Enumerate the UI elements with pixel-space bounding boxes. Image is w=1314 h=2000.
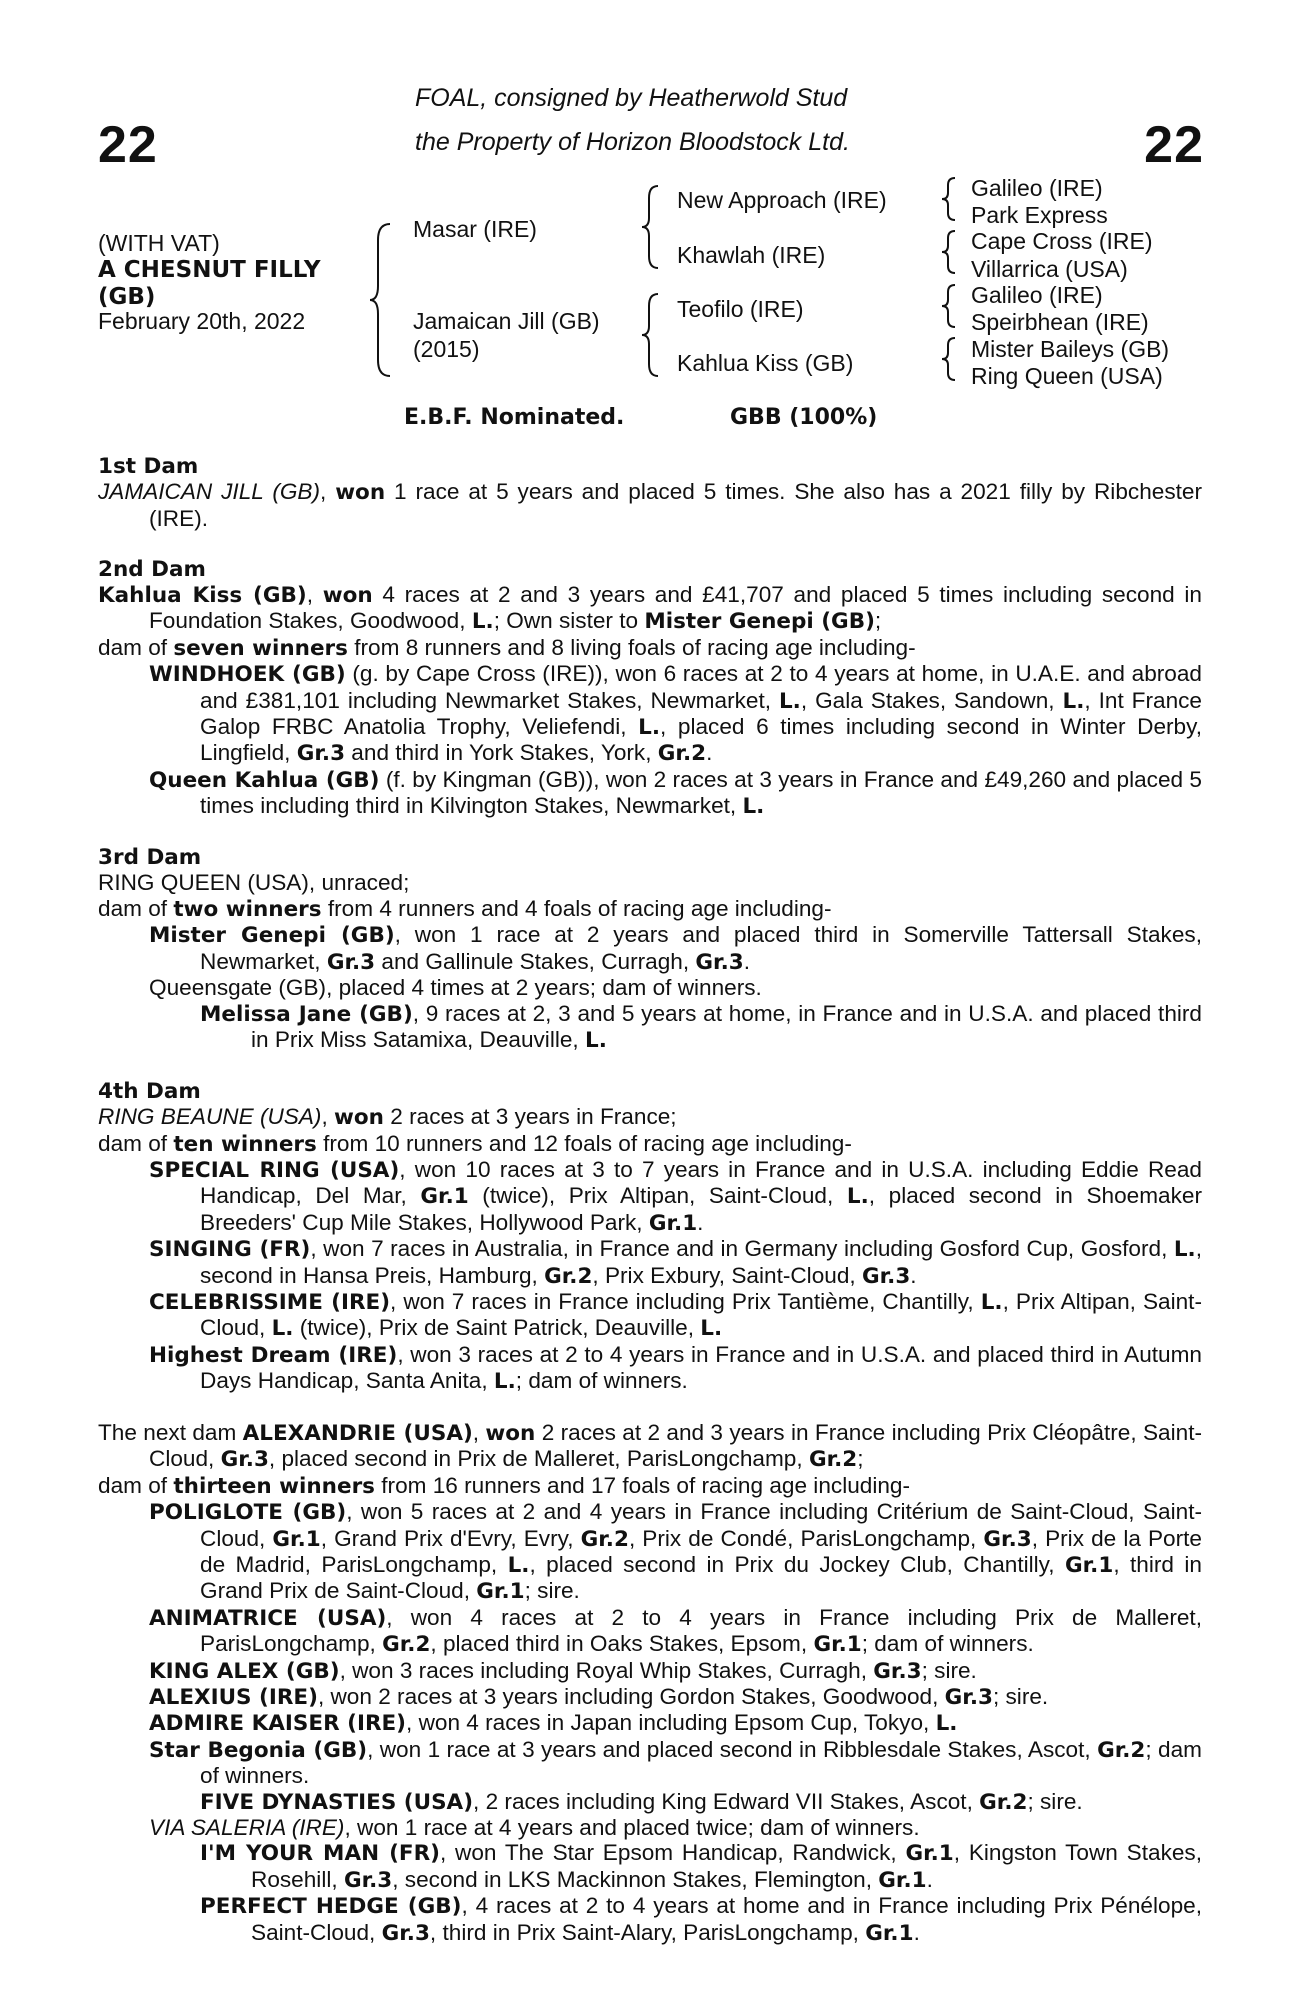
progeny-name: SPECIAL RING (USA) bbox=[149, 1157, 400, 1183]
next-dam-won: won bbox=[485, 1420, 536, 1446]
property-line: the Property of Horizon Bloodstock Ltd. bbox=[415, 128, 850, 156]
next-dam-text: ; bbox=[857, 1446, 864, 1472]
progeny-name: ANIMATRICE (USA) bbox=[149, 1605, 387, 1631]
dam-of-winners: seven winners bbox=[173, 635, 348, 661]
grade-label: Gr.3 bbox=[326, 949, 376, 975]
progeny-text: , Prix de Condé, ParisLongchamp, bbox=[628, 1525, 984, 1551]
progeny-text: (f. by Kingman (GB)), won 2 races at 3 years in France and £49,260 and placed 5 times including third in Kilvington Stakes, Newmarket, bbox=[200, 766, 1202, 819]
progeny-name: ALEXIUS (IRE) bbox=[149, 1685, 318, 1711]
grade-label: Gr.3 bbox=[220, 1447, 269, 1473]
grade-label: L. bbox=[778, 688, 801, 714]
progeny-text: , won 5 races at 2 and 4 years in France including Critérium de Saint-Cloud, Saint-Cloud, bbox=[200, 1499, 1202, 1551]
progeny-text: , Gala Stakes, Sandown, bbox=[800, 687, 1063, 713]
grade-label: Gr.2 bbox=[808, 1447, 858, 1473]
brace-g2 bbox=[940, 229, 960, 275]
dam2-won: won bbox=[322, 583, 373, 609]
progeny-text: ; dam of winners. bbox=[200, 1736, 1202, 1789]
dam3-line: RING QUEEN (USA), unraced; bbox=[98, 870, 410, 896]
dam-of-rest: from 10 runners and 12 foals of racing age including- bbox=[316, 1130, 852, 1156]
grade-label: Gr.2 bbox=[382, 1632, 431, 1658]
progeny-text: , won The Star Epsom Handicap, Randwick, bbox=[439, 1840, 906, 1866]
grade-label: Gr.3 bbox=[343, 1867, 393, 1893]
dam4-heading: 4th Dam bbox=[98, 1078, 201, 1104]
progeny-text: ; dam of winners. bbox=[515, 1368, 688, 1394]
progeny-text: , won 1 race at 2 years and placed third in Somerville Tattersall Stakes, Newmarket, bbox=[200, 922, 1202, 974]
progeny-text: , 4 races at 2 to 4 years at home and in France including Prix Pénélope, Saint-Cloud, bbox=[251, 1893, 1202, 1945]
grade-label: L. bbox=[980, 1289, 1003, 1315]
ebf-nominated: E.B.F. Nominated. bbox=[404, 405, 625, 430]
progeny-text: , won 2 races at 3 years including Gordon Stakes, Goodwood, bbox=[317, 1684, 945, 1710]
dam3-dam-of bbox=[98, 896, 1202, 922]
brace-g3 bbox=[940, 283, 960, 329]
progeny-text: , won 7 races in France including Prix Tantième, Chantilly, bbox=[390, 1288, 981, 1314]
grade-label: L. bbox=[471, 609, 494, 635]
next-dam-intro: The next dam bbox=[98, 1419, 243, 1445]
progeny-text: and third in York Stakes, York, bbox=[345, 740, 658, 766]
gen3-2: Park Express bbox=[971, 202, 1108, 228]
next-progeny-9 bbox=[98, 1840, 1202, 1893]
progeny-text: , Prix Altipan, Saint-Cloud, bbox=[200, 1288, 1202, 1341]
progeny-text: , third in Prix Saint-Alary, ParisLongchamp, bbox=[429, 1919, 866, 1945]
consignor-line: FOAL, consigned by Heatherwold Stud bbox=[415, 84, 848, 112]
progeny-text: , second in LKS Mackinnon Stakes, Flemington, bbox=[392, 1866, 879, 1892]
next-dam-name: ALEXANDRIE (USA) bbox=[242, 1420, 473, 1446]
progeny-name: ADMIRE KAISER (IRE) bbox=[149, 1711, 407, 1737]
next-dam-line: The next dam ALEXANDRIE (USA), won 2 races at 2 and 3 years in France including Prix Cléopâtre, Saint-Cloud, Gr.3, placed second in Prix de Malleret, ParisLongchamp, Gr.2; bbox=[98, 1419, 1202, 1473]
progeny-text: . bbox=[706, 740, 713, 766]
grade-label: L. bbox=[700, 1316, 723, 1342]
progeny-text: , won 3 races at 2 to 4 years in France and in U.S.A. and placed third in Autumn Days Handicap, Santa Anita, bbox=[200, 1341, 1202, 1394]
dam2-progeny-1 bbox=[98, 661, 1202, 767]
grade-label: L. bbox=[1173, 1237, 1196, 1263]
progeny-text: , won 3 races including Royal Whip Stakes, Curragh, bbox=[339, 1657, 874, 1683]
progeny-text: , placed 6 times including second in Winter Derby, Lingfield, bbox=[200, 714, 1202, 766]
progeny-text: . bbox=[910, 1262, 917, 1288]
progeny-text: ; dam of winners. bbox=[861, 1631, 1034, 1657]
progeny-text: , third in Grand Prix de Saint-Cloud, bbox=[200, 1552, 1202, 1604]
grade-label: L. bbox=[846, 1184, 869, 1210]
grade-label: L. bbox=[271, 1316, 294, 1342]
dam1-won: won bbox=[335, 480, 386, 506]
grade-label: Gr.3 bbox=[861, 1263, 911, 1289]
dam-of-rest: from 16 runners and 17 foals of racing age including- bbox=[374, 1472, 911, 1498]
dam2-sister: Mister Genepi (GB) bbox=[644, 609, 875, 635]
grade-label: Gr.3 bbox=[944, 1685, 993, 1711]
progeny-text: . bbox=[697, 1209, 704, 1235]
dam-sire: Teofilo (IRE) bbox=[677, 296, 804, 322]
next-progeny-4 bbox=[98, 1684, 1202, 1710]
grade-label: Gr.3 bbox=[296, 741, 346, 767]
progeny-text: , Kingston Town Stakes, Rosehill, bbox=[251, 1840, 1203, 1892]
progeny-text: , placed second in Shoemaker Breeders' Cup Mile Stakes, Hollywood Park, bbox=[200, 1183, 1202, 1235]
grade-label: Gr.1 bbox=[813, 1632, 862, 1658]
grade-label: L. bbox=[1062, 688, 1085, 714]
gen3-8: Ring Queen (USA) bbox=[971, 363, 1163, 389]
dam4-progeny-1 bbox=[98, 1157, 1202, 1236]
next-progeny-5 bbox=[98, 1710, 1202, 1736]
progeny-name: CELEBRISSIME (IRE) bbox=[149, 1289, 391, 1315]
dam-of-winners: ten winners bbox=[173, 1131, 317, 1157]
dam1-heading: 1st Dam bbox=[98, 454, 199, 479]
progeny-name: SINGING (FR) bbox=[149, 1237, 311, 1263]
progeny-text: , won 4 races at 2 to 4 years in France including Prix de Malleret, ParisLongchamp, bbox=[200, 1604, 1202, 1657]
progeny-name: VIA SALERIA (IRE) bbox=[149, 1815, 345, 1841]
progeny-name: I'M YOUR MAN (FR) bbox=[200, 1841, 440, 1867]
catalogue-body bbox=[98, 454, 1202, 1946]
progeny-text: , placed third in Oaks Stakes, Epsom, bbox=[430, 1631, 814, 1657]
progeny-text: , placed second in Prix du Jockey Club, Chantilly, bbox=[529, 1552, 1065, 1577]
grade-label: Gr.3 bbox=[381, 1920, 430, 1946]
dam2-text-b: ; Own sister to bbox=[493, 608, 645, 634]
next-progeny-8 bbox=[98, 1815, 1202, 1840]
dam-of-text: dam of bbox=[98, 895, 174, 921]
dam-of-winners: two winners bbox=[173, 896, 322, 922]
brace-g4 bbox=[940, 336, 960, 382]
gen3-4: Villarrica (USA) bbox=[971, 256, 1128, 282]
progeny-name: PERFECT HEDGE (GB) bbox=[200, 1894, 462, 1920]
progeny-name: FIVE DYNASTIES (USA) bbox=[200, 1789, 474, 1815]
progeny-text: ; sire. bbox=[524, 1578, 580, 1604]
progeny-name: Mister Genepi (GB) bbox=[149, 923, 395, 949]
grade-label: L. bbox=[638, 715, 661, 741]
dam-of-text: dam of bbox=[98, 634, 174, 660]
progeny-text: , second in Hansa Preis, Hamburg, bbox=[200, 1236, 1202, 1288]
progeny-name: Melissa Jane (GB) bbox=[200, 1001, 413, 1027]
dam-of-text: dam of bbox=[98, 1130, 174, 1156]
progeny-text: . bbox=[743, 948, 750, 974]
lot-number-left: 22 bbox=[98, 116, 158, 174]
dam4-progeny-2 bbox=[98, 1236, 1202, 1289]
brace-g1 bbox=[940, 176, 960, 222]
dam1-text: 1 race at 5 years and placed 5 times. She also has a 2021 filly by Ribchester (IRE). bbox=[149, 479, 1202, 531]
gen3-1: Galileo (IRE) bbox=[971, 175, 1103, 201]
grade-label: Gr.2 bbox=[979, 1789, 1028, 1815]
dam2-dam-of bbox=[98, 635, 1202, 661]
sire-sire: New Approach (IRE) bbox=[677, 187, 887, 213]
gen3-3: Cape Cross (IRE) bbox=[971, 228, 1153, 254]
foal-country: (GB) bbox=[98, 284, 156, 310]
grade-label: L. bbox=[585, 1027, 607, 1053]
next-progeny-3 bbox=[98, 1658, 1202, 1684]
dam4-text: 2 races at 3 years in France; bbox=[383, 1104, 677, 1130]
progeny-name: Highest Dream (IRE) bbox=[149, 1342, 398, 1368]
progeny-text: , Grand Prix d'Evry, Evry, bbox=[320, 1525, 581, 1551]
sire: Masar (IRE) bbox=[413, 216, 537, 242]
progeny-text: ; sire. bbox=[1027, 1788, 1083, 1814]
grade-label: Gr.1 bbox=[1065, 1553, 1114, 1578]
vat-note: (WITH VAT) bbox=[98, 230, 220, 256]
grade-label: Gr.1 bbox=[905, 1841, 954, 1867]
foal-description: A CHESNUT FILLY bbox=[98, 257, 321, 283]
grade-label: Gr.1 bbox=[272, 1526, 321, 1552]
progeny-text: , won 1 race at 4 years and placed twice; dam of winners. bbox=[344, 1815, 920, 1841]
dam-dam: Kahlua Kiss (GB) bbox=[677, 350, 854, 376]
progeny-text: (twice), Prix de Saint Patrick, Deauville, bbox=[293, 1315, 701, 1341]
dam4-name: RING BEAUNE (USA) bbox=[98, 1104, 322, 1130]
dam1-line: JAMAICAN JILL (GB), won 1 race at 5 years and placed 5 times. She also has a 2021 filly by Ribchester (IRE). bbox=[98, 479, 1202, 531]
dam4-line: RING BEAUNE (USA), won 2 races at 3 years in France; bbox=[98, 1104, 677, 1131]
progeny-name: Queen Kahlua (GB) bbox=[149, 767, 380, 793]
grade-label: L. bbox=[493, 1369, 516, 1395]
grade-label: L. bbox=[742, 794, 765, 820]
progeny-text: . bbox=[913, 1919, 920, 1945]
dam3-progeny-3 bbox=[98, 1001, 1202, 1054]
gen3-5: Galileo (IRE) bbox=[971, 282, 1103, 308]
progeny-name: KING ALEX (GB) bbox=[149, 1658, 340, 1684]
grade-label: Gr.2 bbox=[580, 1526, 629, 1552]
dam4-progeny-3 bbox=[98, 1289, 1202, 1342]
dam-of-rest: from 8 runners and 8 living foals of racing age including- bbox=[347, 634, 916, 660]
dam4-dam-of bbox=[98, 1131, 1202, 1157]
progeny-text: , 9 races at 2, 3 and 5 years at home, in France and in U.S.A. and placed third in Prix Miss Satamixa, Deauville, bbox=[251, 1000, 1202, 1052]
foal-dob: February 20th, 2022 bbox=[98, 308, 306, 334]
progeny-text: ; sire. bbox=[992, 1684, 1049, 1710]
dam-of-text: dam of bbox=[98, 1472, 174, 1498]
grade-label: Gr.1 bbox=[865, 1920, 914, 1946]
progeny-text: , 2 races including King Edward VII Stakes, Ascot, bbox=[473, 1788, 980, 1814]
next-dam-text: , placed second in Prix de Malleret, ParisLongchamp, bbox=[268, 1446, 809, 1472]
progeny-text: , won 7 races in Australia, in France and in Germany including Gosford Cup, Gosford, bbox=[310, 1236, 1174, 1262]
dam3-progeny-2: Queensgate (GB), placed 4 times at 2 years; dam of winners. bbox=[149, 975, 762, 1001]
progeny-text: (twice), Prix Altipan, Saint-Cloud, bbox=[468, 1183, 847, 1209]
dam-of-winners: thirteen winners bbox=[173, 1473, 375, 1499]
next-progeny-1 bbox=[98, 1499, 1202, 1605]
grade-label: Gr.3 bbox=[983, 1526, 1032, 1552]
grade-label: Gr.3 bbox=[873, 1658, 922, 1684]
progeny-text: (g. by Cape Cross (IRE)), won 6 races at 2 to 4 years at home, in U.A.E. and abroad and £381,101 including Newmarket Stakes, Newmarket, bbox=[200, 661, 1202, 713]
progeny-text: , Prix de la Porte de Madrid, ParisLongchamp, bbox=[200, 1525, 1202, 1577]
progeny-text: , won 10 races at 3 to 7 years in France and in U.S.A. including Eddie Read Handicap, Del Mar, bbox=[200, 1156, 1202, 1209]
dam3-heading: 3rd Dam bbox=[98, 845, 202, 871]
dam2-text-c: ; bbox=[874, 608, 882, 634]
next-dam-text: 2 races at 2 and 3 years in France including Prix Cléopâtre, Saint-Cloud, bbox=[149, 1419, 1202, 1472]
next-dam-of bbox=[98, 1473, 1202, 1499]
dam2-line: Kahlua Kiss (GB), won 4 races at 2 and 3 years and £41,707 and placed 5 times including second in Foundation Stakes, Goodwood, L.; Own sister to Mister Genepi (GB); bbox=[98, 582, 1202, 635]
progeny-text: , won 4 races in Japan including Epsom Cup, Tokyo, bbox=[406, 1710, 936, 1736]
grade-label: Gr.2 bbox=[544, 1263, 593, 1289]
grade-label: Gr.1 bbox=[420, 1184, 469, 1210]
dam3-progeny-1 bbox=[98, 922, 1202, 975]
progeny-text: , Prix Exbury, Saint-Cloud, bbox=[592, 1262, 862, 1288]
grade-label: Gr.1 bbox=[648, 1210, 698, 1236]
dam4-progeny-4 bbox=[98, 1342, 1202, 1395]
progeny-text: , Int France Galop FRBC Anatolia Trophy, Veliefendi, bbox=[200, 687, 1202, 740]
progeny-name: WINDHOEK (GB) bbox=[149, 662, 346, 688]
dam1-name: JAMAICAN JILL (GB) bbox=[98, 479, 321, 505]
gen3-7: Mister Baileys (GB) bbox=[971, 336, 1170, 362]
next-progeny-7 bbox=[98, 1789, 1202, 1815]
next-progeny-10 bbox=[98, 1893, 1202, 1946]
dam-year: (2015) bbox=[413, 336, 480, 362]
progeny-text: and Gallinule Stakes, Curragh, bbox=[375, 948, 696, 974]
gen3-6: Speirbhean (IRE) bbox=[971, 309, 1149, 335]
dam-of-rest: from 4 runners and 4 foals of racing age including- bbox=[321, 895, 832, 921]
next-progeny-6 bbox=[98, 1737, 1202, 1789]
dam2-progeny-2 bbox=[98, 767, 1202, 820]
grade-label: L. bbox=[935, 1711, 958, 1737]
grade-label: L. bbox=[507, 1553, 530, 1578]
grade-label: Gr.1 bbox=[476, 1579, 525, 1605]
progeny-text: ; sire. bbox=[921, 1657, 977, 1683]
progeny-text: , won 1 race at 3 years and placed second in Ribblesdale Stakes, Ascot, bbox=[367, 1736, 1098, 1762]
progeny-name: POLIGLOTE (GB) bbox=[149, 1500, 347, 1526]
dam2-name: Kahlua Kiss (GB) bbox=[98, 583, 307, 609]
lot-number-right: 22 bbox=[1144, 116, 1204, 174]
dam4-won: won bbox=[334, 1105, 384, 1131]
brace-gen1 bbox=[368, 220, 398, 380]
progeny-text: . bbox=[926, 1866, 933, 1892]
dam2-heading: 2nd Dam bbox=[98, 556, 206, 582]
grade-label: Gr.3 bbox=[695, 949, 744, 975]
brace-dam bbox=[640, 292, 664, 378]
progeny-name: Star Begonia (GB) bbox=[149, 1737, 368, 1763]
dam2-text-a: 4 races at 2 and 3 years and £41,707 and placed 5 times including second in Foundation Stakes, Goodwood, bbox=[149, 582, 1202, 634]
brace-sire bbox=[640, 184, 664, 270]
sire-dam: Khawlah (IRE) bbox=[677, 242, 826, 268]
dam: Jamaican Jill (GB) bbox=[413, 308, 600, 334]
grade-label: Gr.2 bbox=[657, 741, 707, 767]
gbb-percent: GBB (100%) bbox=[730, 405, 878, 430]
grade-label: Gr.2 bbox=[1097, 1737, 1146, 1763]
grade-label: Gr.1 bbox=[878, 1867, 927, 1893]
next-progeny-2 bbox=[98, 1605, 1202, 1658]
